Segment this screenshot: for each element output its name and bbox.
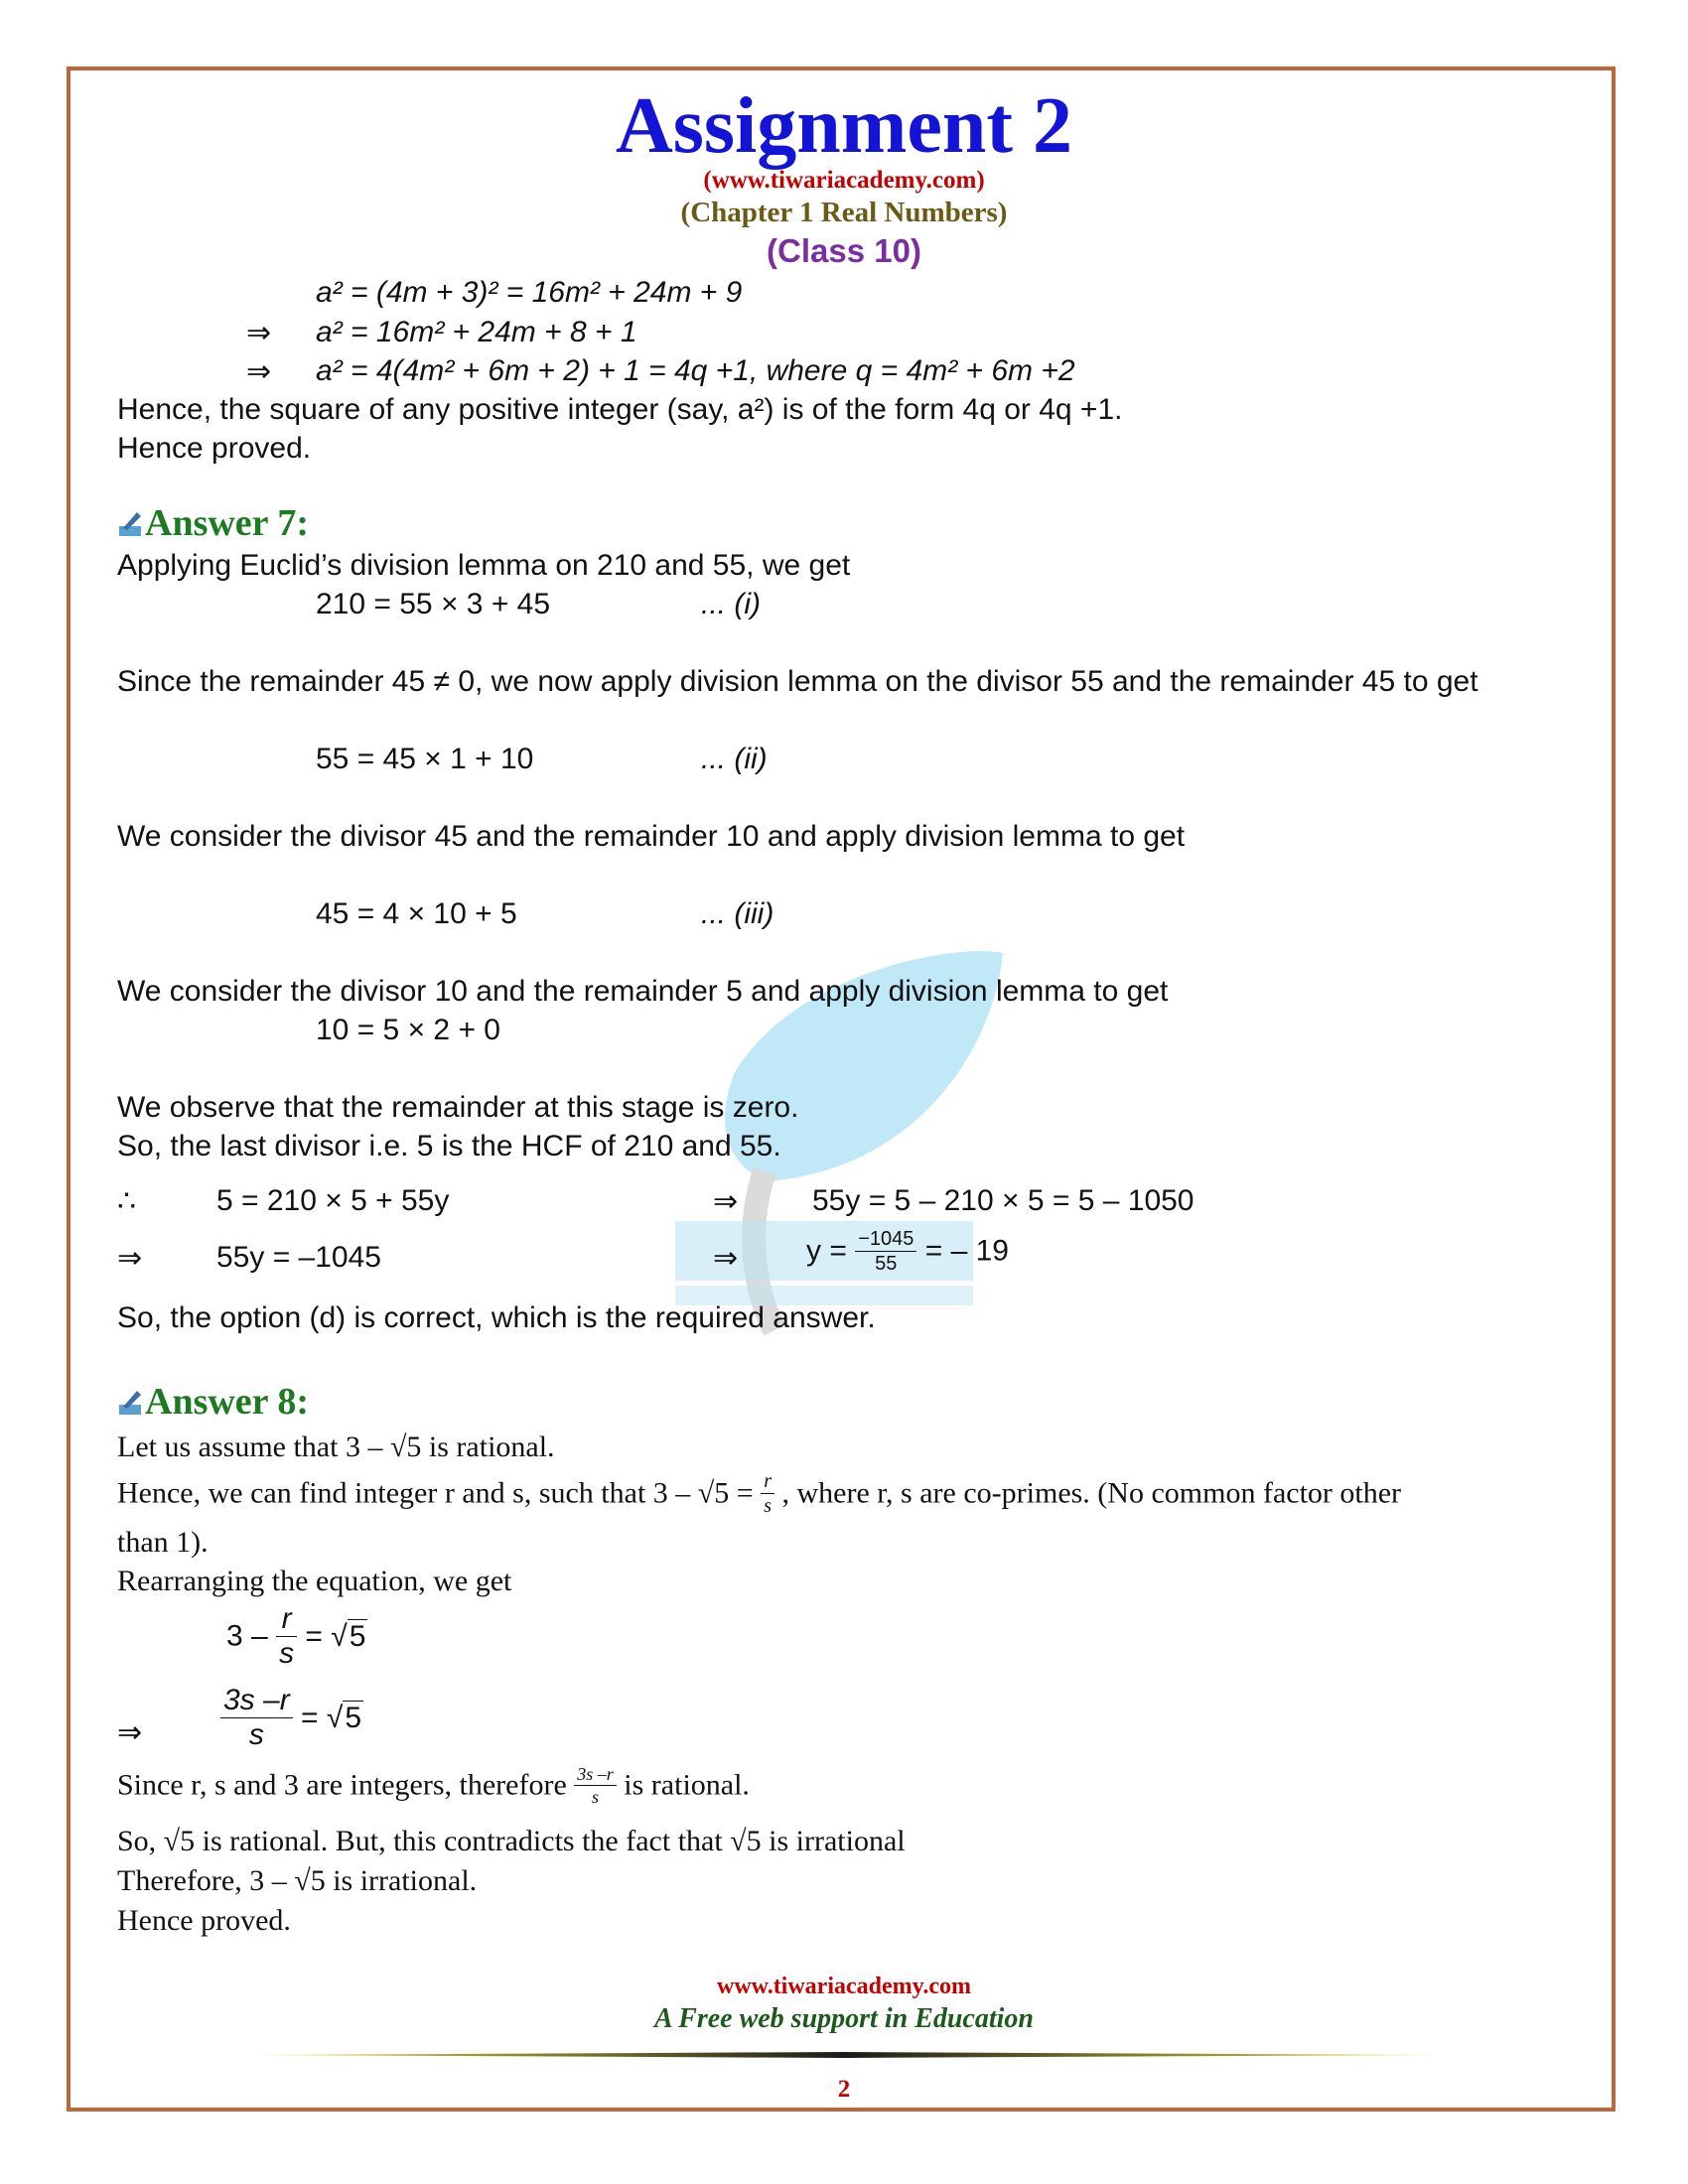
implies-symbol: ⇒ <box>713 1185 739 1218</box>
answer-7-eq3-tag: ... (iii) <box>701 897 774 930</box>
header-website: (www.tiwariacademy.com) <box>703 167 985 194</box>
answer-8-find-a: Hence, we can find integer r and s, such that 3 – √5 = <box>117 1476 754 1510</box>
header-website-text: www.tiwariacademy.com <box>711 167 977 194</box>
fraction-denominator: 55 <box>875 1253 898 1275</box>
fraction-r-over-s <box>276 1604 297 1669</box>
proof-line-1: a² = (4m + 3)² = 16m² + 24m + 9 <box>316 276 743 309</box>
therefore-symbol: ∴ <box>117 1185 137 1218</box>
equation-3s-minus-r-over-s: $\frac{3s -r}{s}$ = √5 <box>220 1686 363 1750</box>
fraction-numerator: r <box>761 1471 774 1494</box>
fraction-minus1045-over-55 <box>855 1229 916 1274</box>
footer-website[interactable]: www.tiwariacademy.com <box>717 1974 971 1999</box>
fraction-3s-minus-r-over-s <box>574 1765 617 1806</box>
fraction-numerator: 3s –r <box>220 1686 293 1718</box>
answer-8-assume: Let us assume that 3 – √5 is rational. <box>117 1431 555 1463</box>
implies-symbol: ⇒ <box>713 1242 739 1275</box>
answer-7-eq4: 10 = 5 × 2 + 0 <box>316 1014 500 1046</box>
answer-8-proved: Hence proved. <box>117 1904 291 1937</box>
answer-7-heading-text: Answer 7: <box>145 502 310 544</box>
answer-7-eq1: 210 = 55 × 3 + 45 <box>316 588 551 620</box>
answer-8-find-line <box>117 1471 1401 1516</box>
proof-conclusion: Hence, the square of any positive integer (say, a²) is of the form 4q or 4q +1. <box>117 393 1123 426</box>
chapter-label: (Chapter 1 Real Numbers) <box>680 197 1008 228</box>
y-label: y = <box>806 1234 847 1268</box>
footer-divider <box>248 2052 1440 2058</box>
answer-7-calc1-left: 5 = 210 × 5 + 55y <box>216 1184 450 1217</box>
fraction-3s-minus-r-over-s <box>220 1686 293 1750</box>
answer-7-eq2: 55 = 45 × 1 + 10 <box>316 743 534 775</box>
y-result: = – 19 <box>924 1234 1009 1268</box>
implies-symbol: ⇒ <box>117 1716 143 1749</box>
answer-8-heading <box>117 1380 309 1424</box>
implies-symbol: ⇒ <box>246 355 272 388</box>
answer-7-calc2-right <box>806 1229 1009 1274</box>
answer-8-find-c: than 1). <box>117 1526 209 1559</box>
fraction-numerator: 3s –r <box>574 1765 617 1786</box>
answer-7-eq2-tag: ... (ii) <box>701 743 768 775</box>
answer-8-heading-text: Answer 8: <box>145 1381 310 1423</box>
proof-line-2: a² = 16m² + 24m + 8 + 1 <box>316 316 637 348</box>
fraction-numerator: r <box>276 1604 297 1637</box>
implies-symbol: ⇒ <box>246 317 272 349</box>
answer-7-conclusion: So, the option (d) is correct, which is the required answer. <box>117 1301 876 1334</box>
page-number: 2 <box>837 2076 851 2103</box>
answer-8-so: So, √5 is rational. But, this contradicts the fact that √5 is irrational <box>117 1825 906 1857</box>
fraction-denominator: s <box>592 1787 600 1807</box>
answer-7-eq3: 45 = 4 × 10 + 5 <box>316 897 517 930</box>
answer-8-since-b: is rational. <box>624 1768 750 1802</box>
footer-tagline: A Free web support in Education <box>654 2003 1034 2034</box>
answer-8-rearrange: Rearranging the equation, we get <box>117 1565 512 1597</box>
answer-8-therefore: Therefore, 3 – √5 is irrational. <box>117 1864 478 1897</box>
answer-7-step3: We consider the divisor 45 and the remainder 10 and apply division lemma to get <box>117 820 1186 853</box>
answer-7-calc2-left: 55y = –1045 <box>216 1241 381 1274</box>
answer-7-observe: We observe that the remainder at this stage is zero. <box>117 1091 799 1124</box>
page-title: Assignment 2 <box>615 82 1073 170</box>
answer-7-heading <box>117 501 309 545</box>
fraction-denominator: s <box>764 1495 772 1517</box>
answer-7-calc1-right: 55y = 5 – 210 × 5 = 5 – 1050 <box>812 1184 1195 1217</box>
fraction-numerator: −1045 <box>855 1229 916 1252</box>
proof-line-3: a² = 4(4m² + 6m + 2) + 1 = 4q +1, where q = 4m² + 6m +2 <box>316 354 1075 387</box>
proof-proved: Hence proved. <box>117 432 312 465</box>
pen-icon <box>117 1389 143 1417</box>
answer-8-find-b: , where r, s are co-primes. (No common factor other <box>781 1476 1402 1510</box>
class-label: (Class 10) <box>767 232 921 269</box>
equation-3-minus-r-over-s: 3 – $\frac{r}{s}$ = √5 <box>226 1602 366 1670</box>
answer-7-eq1-tag: ... (i) <box>701 588 761 620</box>
implies-symbol: ⇒ <box>117 1242 143 1275</box>
fraction-denominator: s <box>248 1718 264 1751</box>
answer-8-since-a: Since r, s and 3 are integers, therefore <box>117 1768 567 1802</box>
answer-7-hcf: So, the last divisor i.e. 5 is the HCF of 210 and 55. <box>117 1130 781 1162</box>
answer-7-step2: Since the remainder 45 ≠ 0, we now apply division lemma on the divisor 55 and the remainder 45 to get <box>117 665 1478 698</box>
pen-icon <box>117 510 143 538</box>
fraction-r-over-s <box>761 1471 774 1516</box>
fraction-denominator: s <box>279 1637 295 1670</box>
answer-7-intro: Applying Euclid’s division lemma on 210 and 55, we get <box>117 549 851 582</box>
answer-7-step4: We consider the divisor 10 and the remainder 5 and apply division lemma to get <box>117 975 1169 1008</box>
answer-8-since-line <box>117 1765 750 1806</box>
